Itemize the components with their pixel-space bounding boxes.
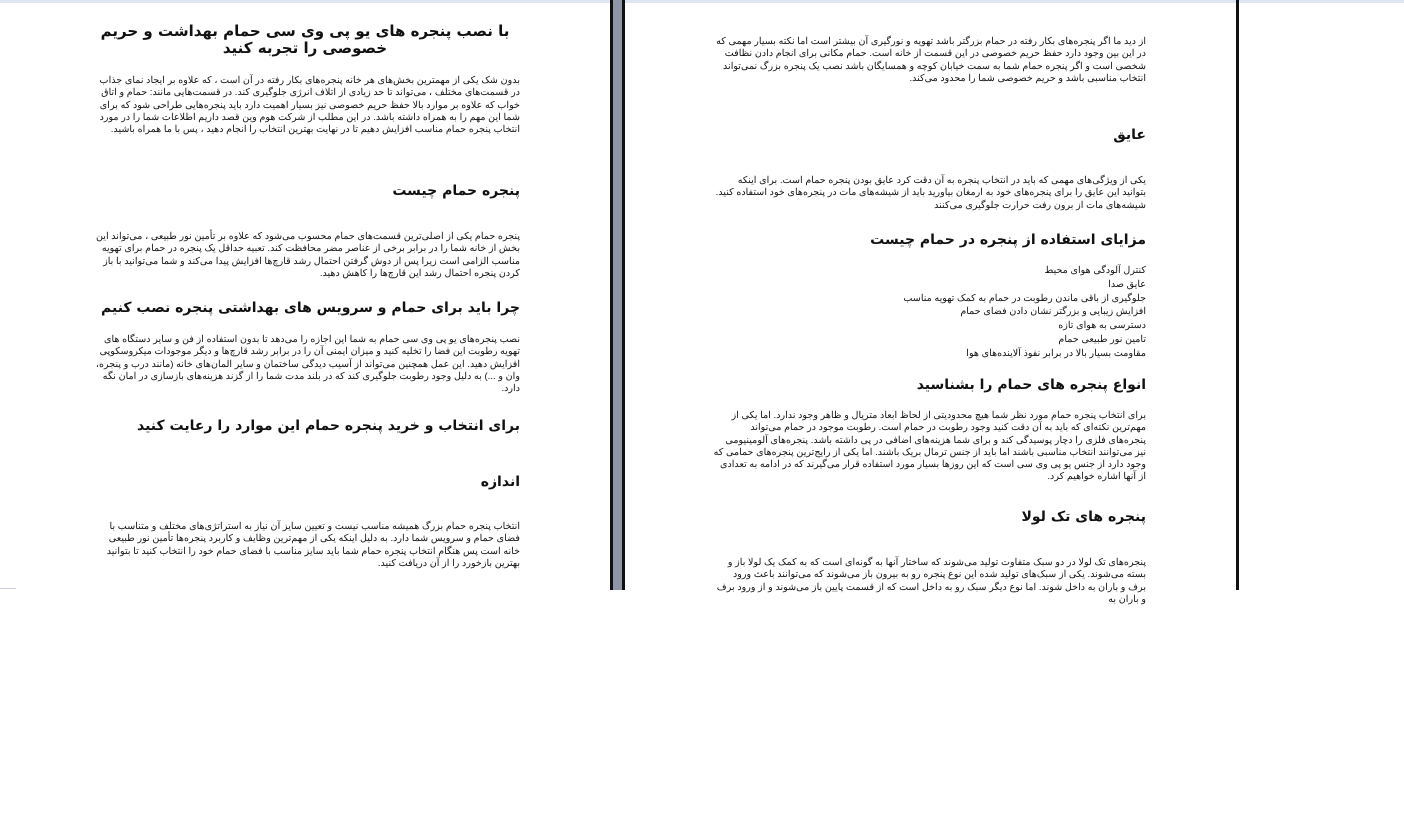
heading-insulation: عایق [1113,127,1146,143]
heading-benefits: مزایای استفاده از پنجره در حمام چیست [870,232,1146,248]
paragraph-size: انتخاب پنجره حمام بزرگ همیشه مناسب نیست و تعیین سایز آن نیاز به استراتژی‌های مختلف و متناسب با فضای حمام و سرویس شما دارد. به دلیل اینکه یکی از مهم‌ترین وظایف و کاربرد پنجره‌ها تأمین نور طبیعی خانه است پس هنگام انتخاب پنجره حمام شما باید سایز مناسب با فضای حمام خود را انتخاب کنید تا بتوانید بهترین بازخورد را از آن دریافت کنید. [106,521,520,569]
heading-selection-tips: برای انتخاب و خرید پنجره حمام این موارد را رعایت کنید [136,418,520,434]
benefits-list [713,264,1146,361]
list-item: تامین نور طبیعی حمام [1058,333,1146,345]
intro-paragraph: بدون شک یکی از مهمترین بخش‌های هر خانه پنجره‌های بکار رفته در آن است ، که علاوه بر ایجاد نمای جذاب در قسمت‌های مختلف ، می‌تواند تا حد زیادی از اتلاف انرژی جلوگیری کند. در قسمت‌هایی مانند: حمام و اتاق خواب که علاوه بر موارد بالا حفظ حریم خصوصی نیز بسیار اهمیت دارد باید پنجره‌هایی طراحی شود که برای شما این مهم را به همراه داشته باشد. در این مطلب از شرکت هوم وین قصد داریم اطلاعات شما را در مورد انتخاب پنجره حمام مناسب افزایش دهیم تا در نهایت بهترین انتخاب را انجام دهید ، پس با ما همراه باشید. [99,75,520,136]
list-item: افزایش زیبایی و بزرگتر نشان دادن فضای حمام [960,306,1146,318]
heading-size: اندازه [480,474,520,490]
heading-single-hinge: پنجره های تک لولا [1021,509,1146,525]
gutter-border-left [610,0,613,590]
document-page-left [0,3,610,590]
list-item: جلوگیری از باقی ماندن رطوبت در حمام به کمک تهویه مناسب [903,292,1146,304]
list-item: کنترل آلودگی هوای محیط [1044,265,1146,276]
list-item: مقاومت بسیار بالا در برابر نفوذ آلاینده‌های هوا [966,347,1146,359]
page-corner-mark [0,588,16,589]
paragraph-why-install-window: نصب پنجره‌های یو پی وی سی حمام به شما این اجازه را می‌دهد تا بدون استفاده از فن و سایر دستگاه های تهویه رطوبت این فضا را تخلیه کنید و میزان ایمنی آن را در برابر رشد قارچ‌ها و دیگر موجودات میکروسکوپی افزایش دهید. این عمل همچنین می‌تواند از آسیب دیدگی ساختمان و سایر المان‌های خانه (مانند درب و پنجره، وان و ...) به دلیل وجود رطوبت جلوگیری کند که در بلند مدت شما را از گزند هزینه‌های بازسازی در امان نگه دارد. [95,334,520,395]
list-item: عایق صدا [1108,278,1146,290]
heading-what-is-bathroom-window: پنجره حمام چیست [392,183,520,199]
page-title: با نصب پنجره های یو پی وی سی حمام بهداشت و حریم خصوصی را تجربه کنید [100,22,510,57]
paragraph-insulation: یکی از ویژگی‌های مهمی که باید در انتخاب پنجره به آن دقت کرد عایق بودن پنجره حمام است. برای اینکه بتوانید این عایق را برای پنجره‌های خود به ارمغان بیاورید باید از شیشه‌های مات در پنجره‌های خود استفاده کنید. شیشه‌های مات از برون رفت حرارت جلوگیری می‌کنند [715,175,1146,211]
paragraph-privacy: از دید ما اگر پنجره‌های بکار رفته در حمام بزرگتر باشد تهویه و نورگیری آن بیشتر است اما نکته بسیار مهمی که در این بین وجود دارد حفظ حریم خصوصی در این قسمت از خانه است. حمام مکانی برای انجام دادن نظافت شخصی است و اگر پنجره حمام شما به سمت خیابان کوچه و همسایگان باشد نصب یک پنجره بزرگ نمی‌تواند انتخاب مناسبی باشد و حریم خصوصی شما را محدود می‌کند. [716,36,1146,84]
paragraph-what-is-bathroom-window: پنجره حمام یکی از اصلی‌ترین قسمت‌های حمام محسوب می‌شود که علاوه بر تأمین نور طبیعی ، می‌تواند این بخش از خانه شما را در برابر برخی از عناصر مضر محافظت کند. تعبیه حداقل یک پنجره در حمام برای تهویه مناسب الزامی است زیرا پس از دوش گرفتن احتمال رشد قارچ‌ها افزایش پیدا می‌کند و شما می‌توانید با باز کردن پنجره احتمال رشد این قارچ‌ها را کاهش دهید. [95,231,520,279]
document-page-right [625,3,1237,605]
page-right-border [1236,0,1239,590]
heading-window-types: انواع پنجره های حمام را بشناسید [916,377,1146,393]
list-item: دسترسی به هوای تازه [1058,320,1146,332]
paragraph-window-types: برای انتخاب پنجره حمام مورد نظر شما هیچ محدودیتی از لحاظ ابعاد متریال و ظاهر وجود ندارد. اما یکی از مهم‌ترین نکته‌ای که باید به آن دقت کنید وجود رطوبت در حمام است. رطوبت موجود در حمام می‌تواند پنجره‌های فلزی را دچار پوسیدگی کند و برای شما هزینه‌های اضافی در پی داشته باشد. پنجره‌های آلومینیومی نیز می‌توانند انتخاب مناسبی باشند اما باید از جنس ترمال بریک باشند. اما یکی از رایج‌ترین پنجره‌های حمامی که وجود دارد از جنس یو پی وی سی است که این روزها بسیار مورد استفاده قرار می‌گیرند که در ادامه به تعدادی از آنها اشاره خواهیم کرد. [713,410,1146,483]
paragraph-single-hinge: پنجره‌های تک لولا در دو سبک متفاوت تولید می‌شوند که ساختار آنها به گونه‌ای است که به کمک یک لولا باز و بسته می‌شوند. یکی از سبک‌های تولید شده این نوع پنجره رو به بیرون باز می‌شوند که می‌توانند باعث ورود برف و باران به داخل شوند. اما نوع دیگر سبک رو به داخل است که از قسمت پایین باز می‌شوند و از ورود برف و باران به [716,557,1146,605]
heading-why-install-window: چرا باید برای حمام و سرویس های بهداشتی پنجره نصب کنیم [101,300,520,316]
